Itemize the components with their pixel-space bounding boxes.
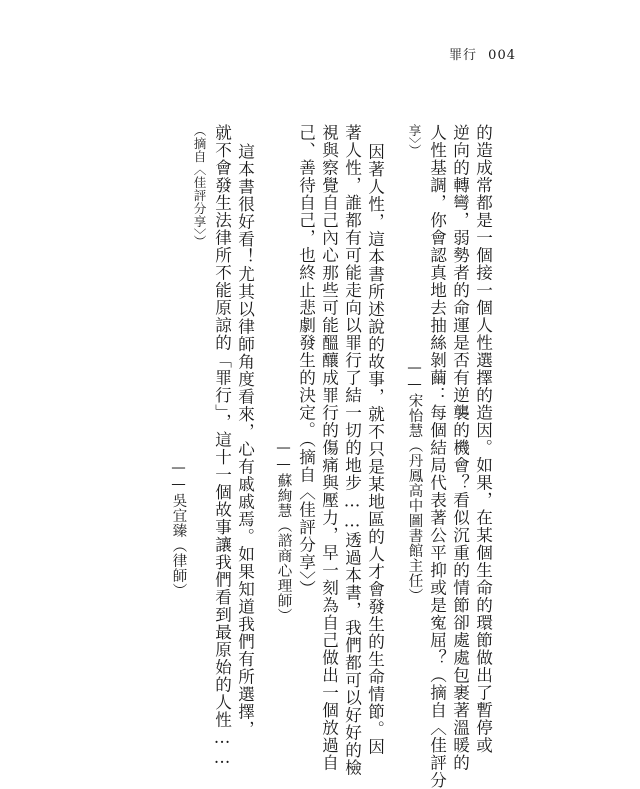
quote2-line-3: 視與察覺自己內心那些可能醞釀成罪行的傷痛與壓力，早一刻為自己做出一個放過自 xyxy=(319,124,339,772)
quote3-attribution: ——吳宜臻（律師） xyxy=(170,460,187,598)
quote2-line-4: 己、善待自己，也終止悲劇發生的決定。（摘自〈佳評分享〉） xyxy=(296,124,316,598)
quote3-line-2: 就不會發生法律所不能原諒的「罪行」，這十一個故事讓我們看到最原始的人性…… xyxy=(212,124,232,768)
quote2-line-1: 因著人性，這本書所述說的故事，就不只是某地區的人才會發生的生命情節。因 xyxy=(365,143,385,756)
quote1-line-1: 的造成常都是一個接一個人性選擇的造因。如果，在某個生命的環節做出了暫停或 xyxy=(473,124,493,754)
quote1-line-4: 享〉） xyxy=(406,124,422,157)
quote1-attribution: ——宋怡慧（丹鳳高中圖書館主任） xyxy=(406,360,423,603)
quote2-attribution: ——蘇絢慧（諮商心理師） xyxy=(275,440,292,623)
running-header xyxy=(443,44,516,63)
quote3-line-3: （摘自〈佳評分享〉） xyxy=(191,124,207,248)
quote1-line-3: 人性基調，你會認真地去抽絲剝繭：每個結局代表著公平抑或是寃屈？（摘自〈佳評分 xyxy=(427,124,447,789)
quote2-line-2: 著人性，誰都有可能走向以罪行了結一切的地步……透過本書，我們都可以好好的檢 xyxy=(342,124,362,777)
page-number: 004 xyxy=(488,48,516,63)
quote3-line-1: 這本書很好看！尤其以律師角度看來，心有戚戚焉。如果知道我們有所選擇， xyxy=(235,143,255,738)
running-title: 罪行 xyxy=(449,48,478,63)
quote1-line-2: 逆向的轉彎，弱勢者的命運是否有逆襲的機會？看似沉重的情節卻處處包裹著溫暖的 xyxy=(450,124,470,772)
